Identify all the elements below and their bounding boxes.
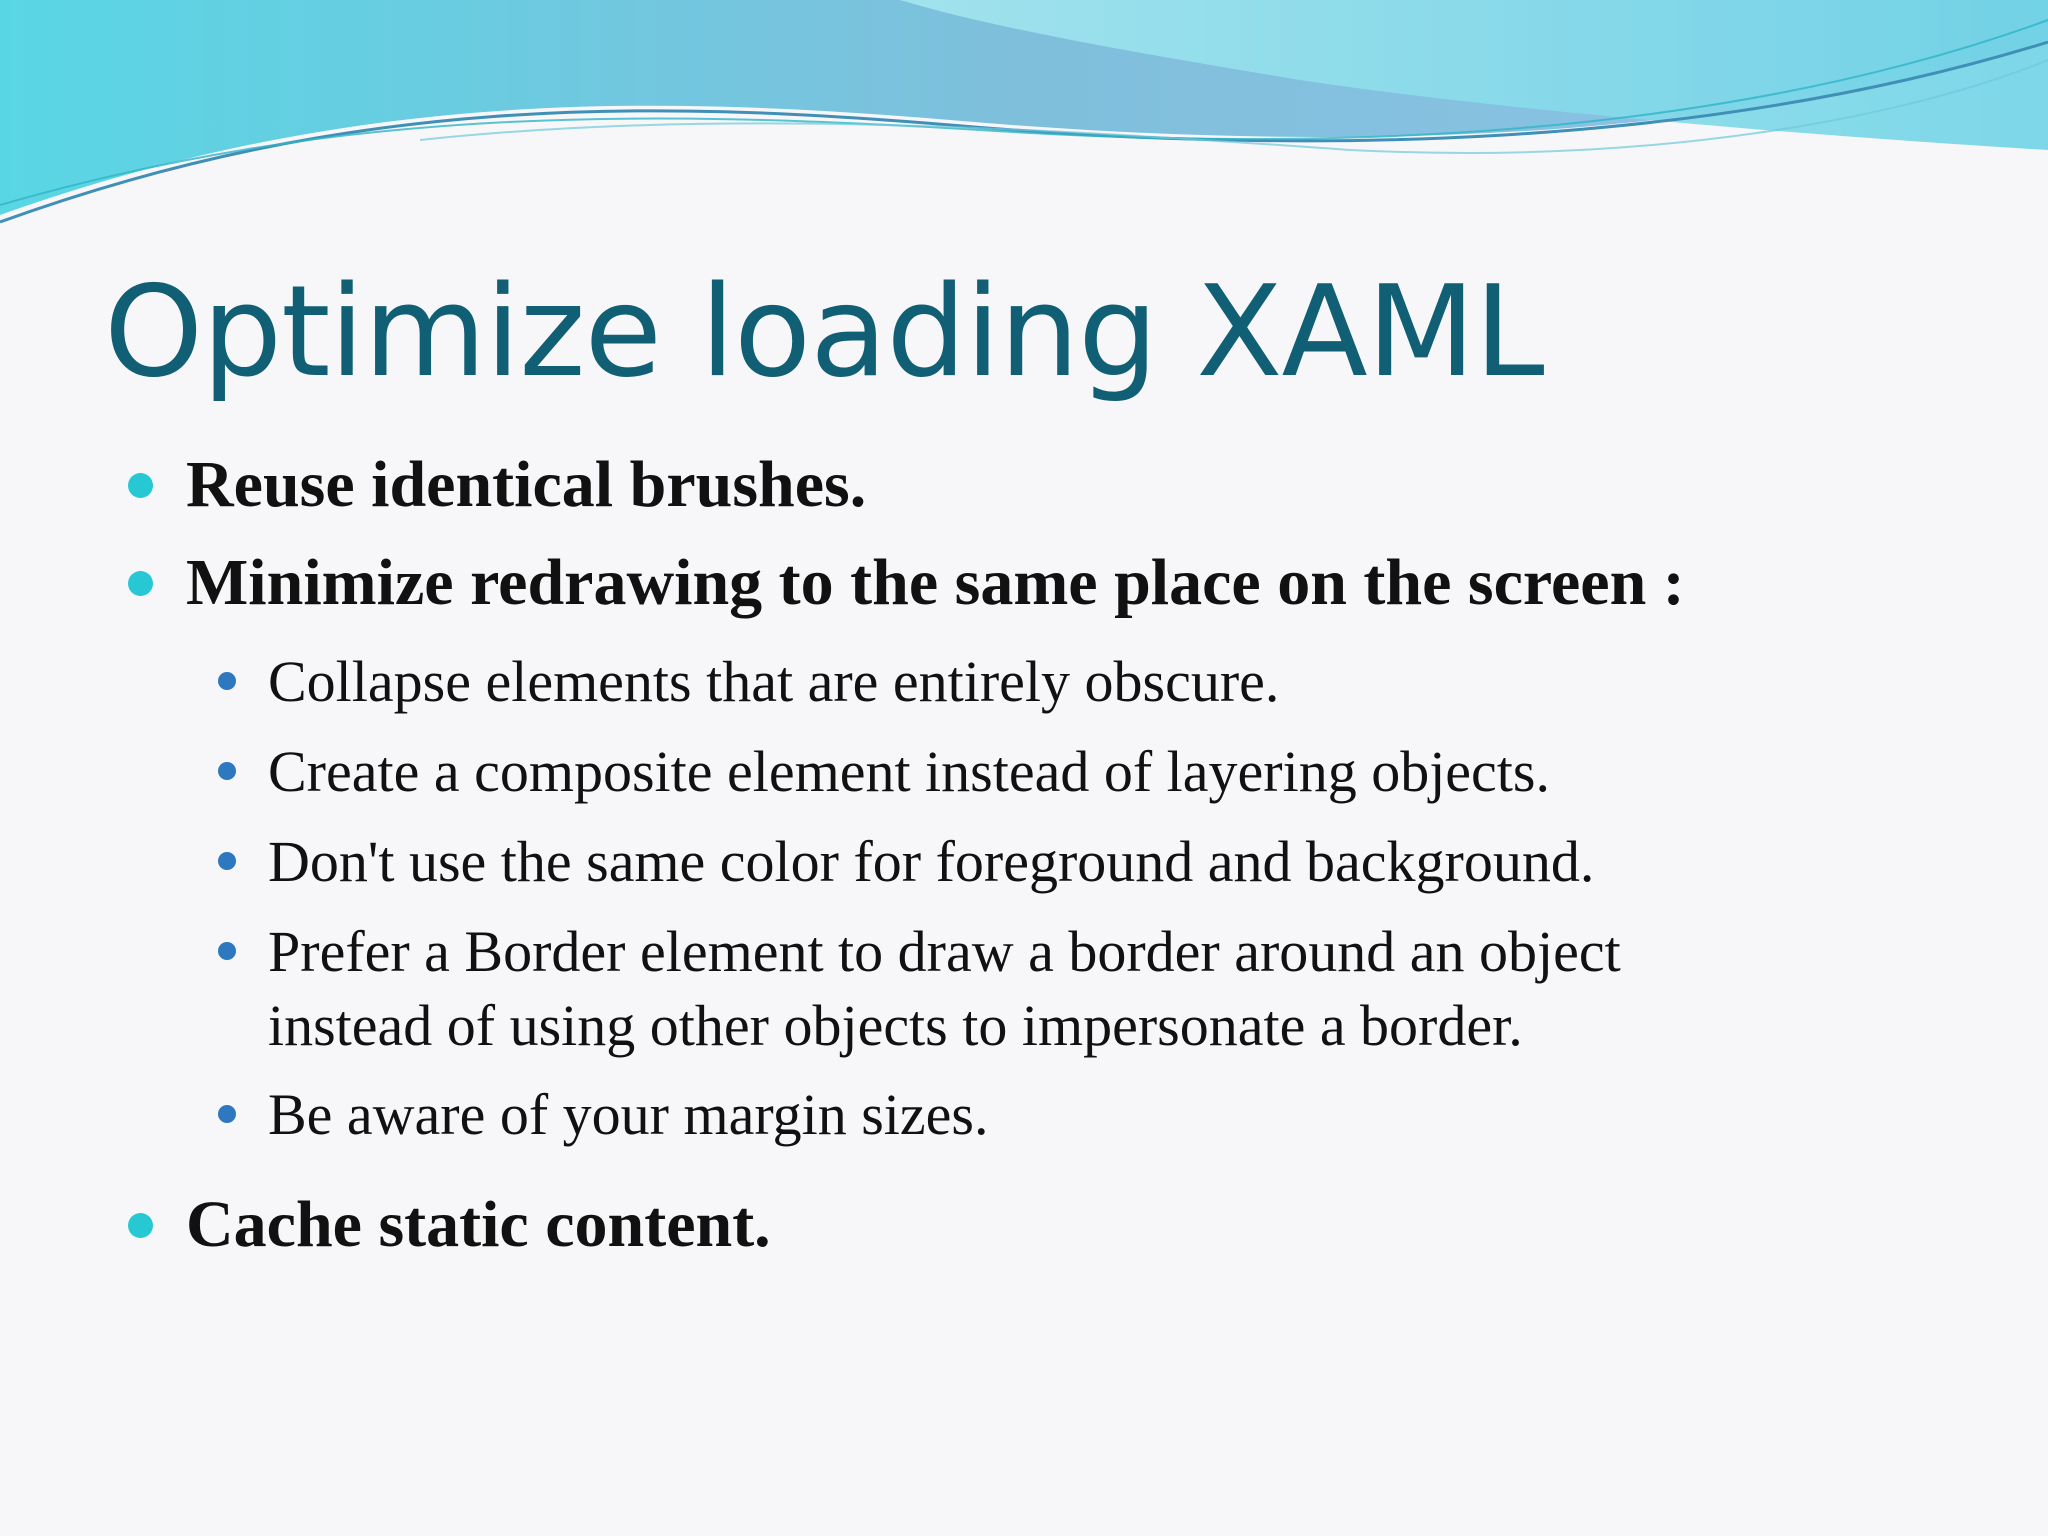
sub-bullet-dot-icon <box>218 942 236 960</box>
bullet-dot-icon <box>128 571 153 596</box>
sub-bullet-text-line-2: instead of using other objects to impersonate a border. <box>268 993 1523 1058</box>
sub-bullet-text: Don't use the same color for foreground and background. <box>268 829 1595 894</box>
sub-bullet-text: Create a composite element instead of layering objects. <box>268 739 1550 804</box>
sub-bullet-text: Collapse elements that are entirely obscure. <box>268 649 1280 714</box>
sub-bullet-text-line-1: Prefer a Border element to draw a border around an object <box>268 919 1621 984</box>
sub-bullet-dot-icon <box>218 672 236 690</box>
sub-bullet-dot-icon <box>218 852 236 870</box>
bullet-text: Minimize redrawing to the same place on the screen : <box>186 546 1685 619</box>
slide-title: Optimize loading XAML <box>104 258 1544 405</box>
sub-bullet-dot-icon <box>218 762 236 780</box>
bullet-text: Cache static content. <box>186 1188 771 1261</box>
sub-bullet-text: Be aware of your margin sizes. <box>268 1082 989 1147</box>
bullet-dot-icon <box>128 1213 153 1238</box>
sub-bullet-dot-icon <box>218 1105 236 1123</box>
header-wave-decoration <box>0 0 2048 240</box>
bullet-dot-icon <box>128 473 153 498</box>
bullet-text: Reuse identical brushes. <box>186 448 867 521</box>
